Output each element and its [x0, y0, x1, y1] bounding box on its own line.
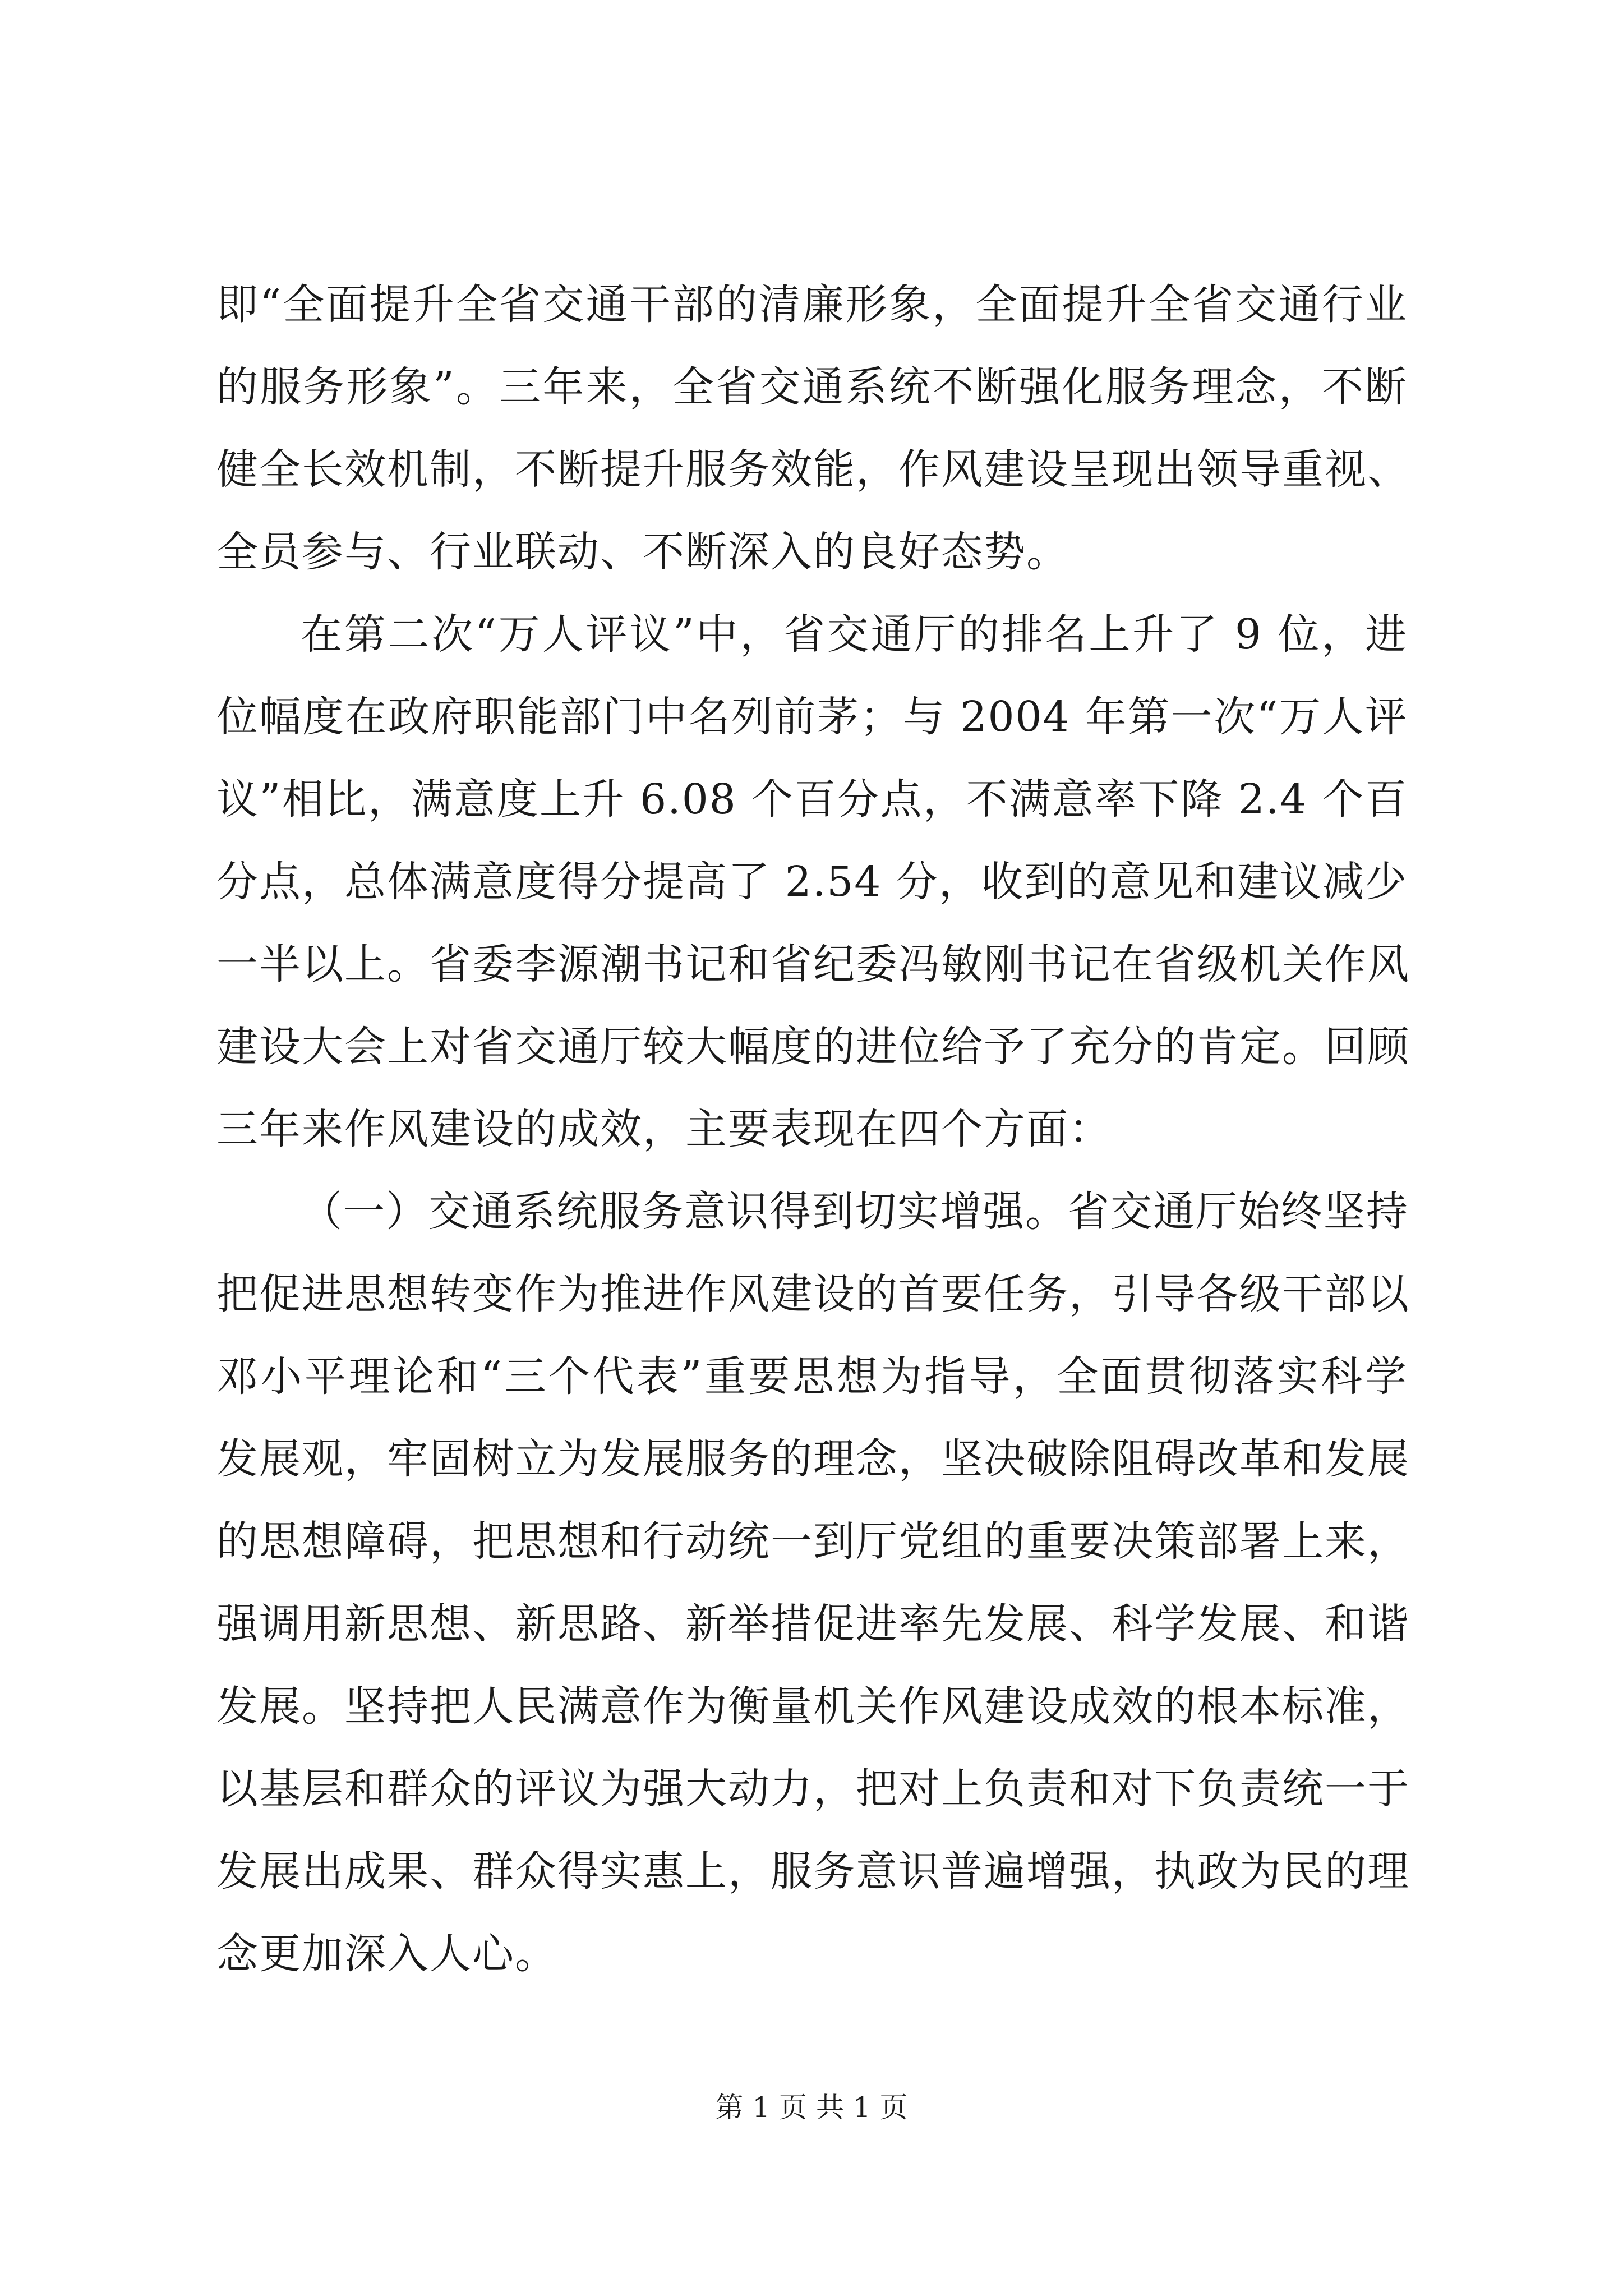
text-line: 的服务形象”。三年来，全省交通系统不断强化服务理念，不断 [216, 363, 1408, 411]
page-number-footer: 第 1 页 共 1 页 [715, 2091, 908, 2124]
text-line: 健全长效机制，不断提升服务效能，作风建设呈现出领导重视、 [216, 445, 1410, 494]
text-line: 全员参与、行业联动、不断深入的良好态势。 [216, 528, 1069, 576]
text-line: 发展观，牢固树立为发展服务的理念，坚决破除阻碍改革和发展 [216, 1435, 1410, 1483]
text-line: 把促进思想转变作为推进作风建设的首要任务，引导各级干部以 [216, 1270, 1410, 1318]
text-line: 议”相比，满意度上升 6.08 个百分点，不满意率下降 2.4 个百 [216, 775, 1408, 823]
text-line: 邓小平理论和“三个代表”重要思想为指导，全面贯彻落实科学 [216, 1352, 1408, 1401]
text-line: 的思想障碍，把思想和行动统一到厅党组的重要决策部署上来， [216, 1517, 1410, 1566]
text-line: 分点，总体满意度得分提高了 2.54 分，收到的意见和建议减少 [216, 858, 1408, 906]
text-line: 强调用新思想、新思路、新举措促进率先发展、科学发展、和谐 [216, 1600, 1410, 1648]
text-line: 三年来作风建设的成效，主要表现在四个方面： [216, 1105, 1112, 1153]
paragraph [216, 593, 1408, 1171]
text-line: 发展出成果、群众得实惠上，服务意识普遍增强，执政为民的理 [216, 1847, 1410, 1895]
document-body [216, 264, 1408, 1995]
text-line: 位幅度在政府职能部门中名列前茅；与 2004 年第一次“万人评 [216, 693, 1408, 741]
text-line: 念更加深入人心。 [216, 1930, 557, 1978]
text-line: 以基层和群众的评议为强大动力，把对上负责和对下负责统一于 [216, 1765, 1410, 1813]
paragraph [216, 1171, 1408, 1995]
text-line: 在第二次“万人评议”中，省交通厅的排名上升了 9 位，进 [301, 610, 1408, 659]
text-line: 建设大会上对省交通厅较大幅度的进位给予了充分的肯定。回顾 [216, 1023, 1410, 1071]
paragraph [216, 264, 1408, 593]
text-line: 发展。坚持把人民满意作为衡量机关作风建设成效的根本标准， [216, 1682, 1410, 1731]
text-line: （一）交通系统服务意识得到切实增强。省交通厅始终坚持 [301, 1188, 1409, 1236]
text-line: 即“全面提升全省交通干部的清廉形象，全面提升全省交通行业 [216, 280, 1408, 329]
text-line: 一半以上。省委李源潮书记和省纪委冯敏刚书记在省级机关作风 [216, 940, 1410, 988]
